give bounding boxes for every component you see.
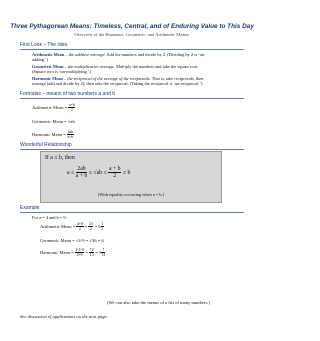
example-harmonic-label: Harmonic Mean = <box>40 249 74 255</box>
harmonic-mean-fraction <box>76 166 88 180</box>
inequality-right: ≤ b <box>122 170 131 177</box>
example-fraction <box>88 222 93 231</box>
geometric-rest: Multiply the numbers and take the square root. <box>114 64 199 69</box>
fraction-numerator: 2ab <box>67 130 73 134</box>
example-given: For a = 4 and b = 9: <box>32 215 67 220</box>
arithmetic-formula <box>32 103 75 112</box>
example-arithmetic-value: = 6 <box>94 223 101 229</box>
section-heading-formulas: Formulas – means of two numbers a and b <box>20 91 116 97</box>
arithmetic-term: Arithmetic Mean <box>32 52 65 57</box>
arithmetic-formula-label: Arithmetic Mean = <box>32 104 68 110</box>
relationship-box <box>40 151 222 203</box>
geometric-desc: – the multiplicative average. <box>63 64 115 69</box>
example-arithmetic-label: Arithmetic Mean = <box>40 223 76 229</box>
geometric-continuation: (Square root is ‘un-multiplying.’) <box>32 69 91 74</box>
page-subtitle: Overview of the Harmonic, Geometric, and Arithmetic Means. <box>74 32 190 37</box>
arithmetic-desc: – the additive average. <box>64 52 106 57</box>
harmonic-formula <box>32 130 74 139</box>
example-harmonic-value: = 5 <box>95 249 102 255</box>
fraction-denominator: 2 <box>101 227 104 232</box>
fraction-numerator: a+b <box>69 103 75 107</box>
section-divider <box>20 149 244 150</box>
harmonic-desc: – the reciprocal of the average of the reciprocals. <box>62 76 151 81</box>
page-title: Three Pythagorean Means: Timeless, Central, and of Enduring Value to This Day <box>10 23 254 30</box>
fraction-denominator: 2 <box>113 173 117 180</box>
example-fraction <box>76 222 83 231</box>
see-also-note: See discussion of applications on the next page. <box>20 314 108 319</box>
fraction-numerator: 1 <box>101 222 104 226</box>
fraction-denominator: 4+9 <box>76 253 83 258</box>
inequality-chain <box>67 166 130 180</box>
inequality-left: a ≤ <box>67 170 75 177</box>
section-divider <box>20 212 244 213</box>
fraction-numerator: 13 <box>89 222 93 226</box>
example-fraction <box>101 222 104 231</box>
fraction-denominator: 13 <box>89 253 94 258</box>
fraction-denominator: 2 <box>70 108 73 113</box>
arithmetic-continuation: adding.’) <box>32 57 48 62</box>
fraction-denominator: a + b <box>75 173 88 180</box>
harmonic-continuation: average (add and divide by 2), then take the reciprocal. (Taking the reciprocal is ‘un-reciprocal.’) <box>32 81 203 86</box>
geometric-term: Geometric Mean <box>32 64 64 69</box>
many-numbers-note: (We can also take the means of a list of many numbers.) <box>107 300 210 305</box>
equals-sign: = <box>84 223 88 229</box>
example-geometric: Geometric Mean = √4·9 = √36 = 6 <box>40 238 104 243</box>
fraction-denominator: 2 <box>79 227 81 232</box>
fraction-denominator: 13 <box>101 253 106 258</box>
fraction-numerator: 72 <box>89 248 94 252</box>
fraction-denominator: 2 <box>89 227 92 232</box>
relationship-condition: If a ≤ b, then <box>45 155 75 161</box>
fraction-numerator: 2·4·9 <box>75 248 84 252</box>
harmonic-term: Harmonic Mean <box>32 76 63 81</box>
geometric-formula <box>32 119 75 124</box>
arithmetic-mean-fraction <box>108 166 121 180</box>
section-heading-relationship: Wonderful Relationship <box>20 142 72 148</box>
fraction-numerator: 2ab <box>77 166 86 172</box>
geometric-formula-label: Geometric Mean = <box>32 119 67 124</box>
arithmetic-definition <box>32 52 206 57</box>
equality-note: (With equality occurring when a = b.) <box>97 192 165 197</box>
arithmetic-fraction <box>68 103 75 112</box>
example-fraction <box>75 248 84 257</box>
section-divider <box>20 98 244 99</box>
section-heading-first-look: First Look – The Idea <box>20 42 68 48</box>
inequality-middle: ≤ √ab ≤ <box>88 170 107 177</box>
section-heading-example: Example <box>20 205 40 211</box>
harmonic-formula-label: Harmonic Mean = <box>32 131 66 137</box>
example-harmonic <box>40 248 105 257</box>
harmonic-fraction <box>67 130 74 139</box>
geometric-formula-expr: √ab <box>67 119 75 124</box>
fraction-denominator: a+b <box>67 135 74 140</box>
harmonic-rest: That is, take reciprocals, then <box>150 76 204 81</box>
fraction-numerator: 7 <box>102 248 105 252</box>
example-fraction <box>89 248 94 257</box>
equals-sign: = <box>85 249 89 255</box>
example-arithmetic <box>40 222 104 231</box>
section-divider <box>20 49 244 50</box>
fraction-numerator: a + b <box>108 166 121 172</box>
fraction-numerator: 4+9 <box>77 222 83 226</box>
example-fraction <box>101 248 105 257</box>
arithmetic-rest: Add the numbers and divide by 2. (Dividing by 2 is ‘un- <box>105 52 206 57</box>
